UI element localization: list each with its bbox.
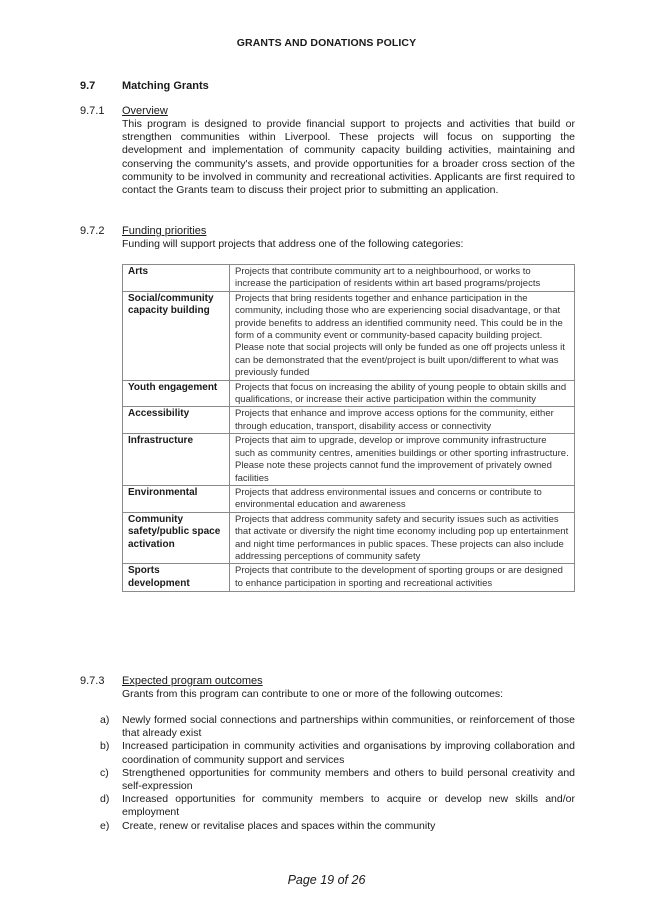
description-cell: Projects that focus on increasing the ability of young people to obtain skills and qualifications, or increase their active participation within the community: [230, 380, 575, 407]
overview-heading: Overview: [122, 105, 168, 117]
category-cell: Accessibility: [123, 407, 230, 434]
funding-heading: Funding priorities: [122, 225, 207, 237]
category-cell: Sports development: [123, 564, 230, 591]
list-marker: a): [100, 714, 110, 726]
table-row: [123, 265, 575, 292]
list-item-text: Increased opportunities for community members to acquire or develop new skills and/or employment: [122, 793, 575, 819]
list-item-text: Create, renew or revitalise places and spaces within the community: [122, 819, 436, 832]
list-item: [100, 740, 575, 766]
table-row: [123, 564, 575, 591]
category-cell: Community safety/public space activation: [123, 512, 230, 564]
list-item: [100, 820, 575, 833]
list-item-text: Strengthened opportunities for community members and others to build personal creativity and self-expression: [122, 766, 575, 793]
category-cell: Youth engagement: [123, 380, 230, 407]
outcomes-list: [100, 714, 575, 833]
overview-text: This program is designed to provide financial support to projects and activities that build or strengthen communities within Liverpool. These projects will focus on supporting the development and implementation of community capacity building activities, maintaining and conserving the community's assets, and provide opportunities for a broader cross section of the community to be involved in community and recreational activities. Applicants are first required to contact the Grants team to discuss their project prior to submitting an application.: [122, 118, 575, 197]
outcomes-heading: Expected program outcomes: [122, 675, 263, 687]
category-cell: Infrastructure: [123, 434, 230, 486]
list-item: [100, 767, 575, 793]
section-number: 9.7: [80, 80, 96, 92]
list-marker: c): [100, 766, 109, 779]
description-cell: Projects that aim to upgrade, develop or improve community infrastructure such as community centres, amenities buildings or other sporting infrastructure. Please note these projects cannot fund the improvement of privately owned facilities: [230, 434, 575, 486]
document-header: GRANTS AND DONATIONS POLICY: [236, 37, 417, 49]
description-cell: Projects that contribute community art to a neighbourhood, or works to increase the participation of residents within art based programs/projects: [230, 265, 575, 292]
page-number: Page 19 of 26: [287, 873, 366, 887]
section-title: Matching Grants: [122, 80, 209, 92]
table-row: [123, 512, 575, 564]
table-row: [123, 291, 575, 380]
outcomes-intro: Grants from this program can contribute to one or more of the following outcomes:: [122, 688, 504, 700]
table-row: [123, 380, 575, 407]
list-marker: b): [100, 740, 110, 753]
category-cell: Arts: [123, 265, 230, 292]
table-row: [123, 485, 575, 512]
funding-intro: Funding will support projects that address one of the following categories:: [122, 238, 464, 250]
table-row: [123, 407, 575, 434]
description-cell: Projects that contribute to the development of sporting groups or are designed to enhance participation in sporting and recreational activities: [230, 564, 575, 591]
list-item: [100, 714, 575, 740]
funding-priorities-table: [122, 264, 575, 592]
outcomes-number: 9.7.3: [80, 675, 105, 687]
category-cell: Social/community capacity building: [123, 291, 230, 380]
table-row: [123, 434, 575, 486]
list-marker: e): [100, 819, 110, 832]
list-item-text: Increased participation in community activities and organisations by improving collaboration and coordination of community support and services: [122, 740, 575, 766]
description-cell: Projects that bring residents together and enhance participation in the community, including those who are experiencing social disadvantage, or that provide benefits to address an identified community need. This could be in the form of a community event or community-based capacity building project. Please note that social projects will only be funded as one off projects unless it can be demonstrated that the event/project is built upon/different to what was previously funded: [230, 291, 575, 380]
list-marker: d): [100, 793, 110, 806]
description-cell: Projects that address environmental issues and concerns or contribute to environmental education and awareness: [230, 485, 575, 512]
funding-number: 9.7.2: [80, 225, 105, 237]
description-cell: Projects that enhance and improve access options for the community, either through education, transport, disability access or connectivity: [230, 407, 575, 434]
description-cell: Projects that address community safety and security issues such as activities that activate or diversify the night time economy including pop up entertainment and night time performances in public spaces. These projects can also include addressing perceptions of community safety: [230, 512, 575, 564]
overview-number: 9.7.1: [80, 105, 105, 117]
list-item: [100, 793, 575, 819]
category-cell: Environmental: [123, 485, 230, 512]
list-item-text: Newly formed social connections and partnerships within communities, or reinforcement of those that already exist: [122, 714, 575, 740]
